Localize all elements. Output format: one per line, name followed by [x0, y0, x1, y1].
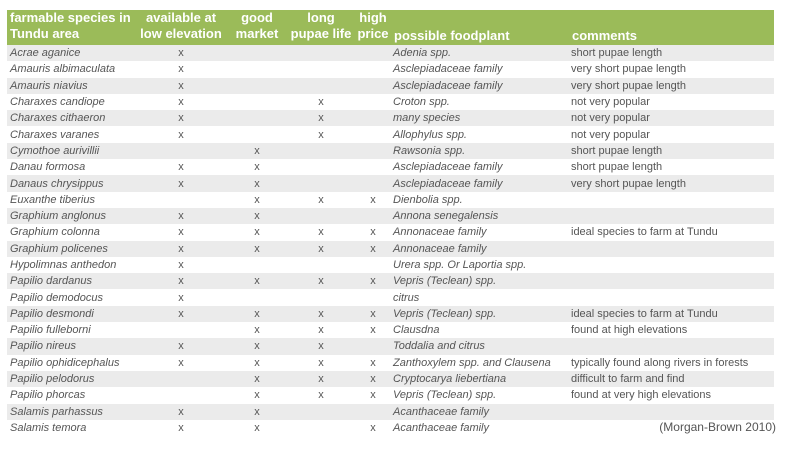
high-price-cell	[355, 126, 391, 142]
species-cell: Charaxes cithaeron	[7, 110, 135, 126]
long-pupae-cell	[287, 45, 355, 61]
good-market-cell: x	[227, 404, 287, 420]
species-cell: Papilio demodocus	[7, 289, 135, 305]
foodplant-cell: Asclepiadaceae family	[391, 159, 569, 175]
comment-cell: short pupae length	[569, 143, 774, 159]
table-row	[7, 338, 774, 354]
table-row	[7, 224, 774, 240]
long-pupae-cell: x	[287, 306, 355, 322]
species-cell: Salamis parhassus	[7, 404, 135, 420]
low-elevation-cell: x	[135, 289, 227, 305]
good-market-cell	[227, 289, 287, 305]
high-price-cell: x	[355, 420, 391, 436]
foodplant-cell: Cryptocarya liebertiana	[391, 371, 569, 387]
foodplant-cell: Toddalia and citrus	[391, 338, 569, 354]
species-cell: Charaxes candiope	[7, 94, 135, 110]
long-pupae-cell	[287, 143, 355, 159]
foodplant-cell: Vepris (Teclean) spp.	[391, 306, 569, 322]
comment-cell: ideal species to farm at Tundu	[569, 224, 774, 240]
long-pupae-cell: x	[287, 126, 355, 142]
low-elevation-cell	[135, 387, 227, 403]
comment-cell	[569, 289, 774, 305]
comment-cell	[569, 273, 774, 289]
table-row	[7, 126, 774, 142]
table-body	[7, 45, 774, 436]
comment-cell	[569, 241, 774, 257]
good-market-cell: x	[227, 387, 287, 403]
header-high-price: high price	[355, 10, 391, 45]
low-elevation-cell	[135, 322, 227, 338]
header-species: farmable species in Tundu area	[7, 10, 135, 45]
low-elevation-cell: x	[135, 306, 227, 322]
table-row	[7, 404, 774, 420]
long-pupae-cell: x	[287, 110, 355, 126]
high-price-cell: x	[355, 192, 391, 208]
comment-cell: short pupae length	[569, 159, 774, 175]
table-row	[7, 289, 774, 305]
comment-cell: ideal species to farm at Tundu	[569, 306, 774, 322]
low-elevation-cell: x	[135, 241, 227, 257]
long-pupae-cell	[287, 61, 355, 77]
foodplant-cell: Dienbolia spp.	[391, 192, 569, 208]
high-price-cell	[355, 404, 391, 420]
low-elevation-cell: x	[135, 404, 227, 420]
high-price-cell: x	[355, 387, 391, 403]
comment-cell: not very popular	[569, 110, 774, 126]
good-market-cell	[227, 126, 287, 142]
table-row	[7, 143, 774, 159]
foodplant-cell: Clausdna	[391, 322, 569, 338]
header-long-pupae: long pupae life	[287, 10, 355, 45]
table-row	[7, 355, 774, 371]
foodplant-cell: Adenia spp.	[391, 45, 569, 61]
good-market-cell: x	[227, 143, 287, 159]
long-pupae-cell	[287, 289, 355, 305]
table-row	[7, 192, 774, 208]
table-row	[7, 241, 774, 257]
high-price-cell: x	[355, 371, 391, 387]
low-elevation-cell: x	[135, 420, 227, 436]
long-pupae-cell: x	[287, 371, 355, 387]
foodplant-cell: Acanthaceae family	[391, 420, 569, 436]
good-market-cell: x	[227, 159, 287, 175]
foodplant-cell: citrus	[391, 289, 569, 305]
species-cell: Papilio dardanus	[7, 273, 135, 289]
foodplant-cell: Vepris (Teclean) spp.	[391, 273, 569, 289]
high-price-cell: x	[355, 241, 391, 257]
low-elevation-cell: x	[135, 273, 227, 289]
good-market-cell: x	[227, 224, 287, 240]
high-price-cell: x	[355, 355, 391, 371]
comment-cell: found at very high elevations	[569, 387, 774, 403]
species-cell: Cymothoe aurivillii	[7, 143, 135, 159]
foodplant-cell: Rawsonia spp.	[391, 143, 569, 159]
good-market-cell: x	[227, 273, 287, 289]
low-elevation-cell	[135, 143, 227, 159]
long-pupae-cell	[287, 257, 355, 273]
comment-cell: difficult to farm and find	[569, 371, 774, 387]
good-market-cell: x	[227, 241, 287, 257]
table-row	[7, 371, 774, 387]
high-price-cell: x	[355, 273, 391, 289]
good-market-cell: x	[227, 338, 287, 354]
species-cell: Amauris niavius	[7, 78, 135, 94]
good-market-cell: x	[227, 420, 287, 436]
high-price-cell	[355, 208, 391, 224]
low-elevation-cell: x	[135, 175, 227, 191]
foodplant-cell: Vepris (Teclean) spp.	[391, 387, 569, 403]
species-table	[7, 10, 774, 436]
long-pupae-cell: x	[287, 241, 355, 257]
long-pupae-cell: x	[287, 338, 355, 354]
comment-cell	[569, 404, 774, 420]
high-price-cell: x	[355, 322, 391, 338]
good-market-cell: x	[227, 192, 287, 208]
comment-cell: typically found along rivers in forests	[569, 355, 774, 371]
good-market-cell	[227, 110, 287, 126]
species-cell: Graphium policenes	[7, 241, 135, 257]
species-cell: Amauris albimaculata	[7, 61, 135, 77]
table-row	[7, 208, 774, 224]
long-pupae-cell	[287, 404, 355, 420]
header-comments: comments	[569, 10, 774, 45]
table-row	[7, 78, 774, 94]
species-cell: Acrae aganice	[7, 45, 135, 61]
header-low-elevation: available at low elevation	[135, 10, 227, 45]
table-row	[7, 175, 774, 191]
foodplant-cell: Asclepiadaceae family	[391, 175, 569, 191]
good-market-cell: x	[227, 355, 287, 371]
long-pupae-cell	[287, 175, 355, 191]
comment-cell: found at high elevations	[569, 322, 774, 338]
citation: (Morgan-Brown 2010)	[659, 420, 776, 434]
low-elevation-cell: x	[135, 338, 227, 354]
species-cell: Papilio fulleborni	[7, 322, 135, 338]
species-cell: Charaxes varanes	[7, 126, 135, 142]
long-pupae-cell: x	[287, 224, 355, 240]
high-price-cell	[355, 61, 391, 77]
species-cell: Salamis temora	[7, 420, 135, 436]
header-good-market: good market	[227, 10, 287, 45]
table-row	[7, 387, 774, 403]
foodplant-cell: Urera spp. Or Laportia spp.	[391, 257, 569, 273]
good-market-cell	[227, 78, 287, 94]
foodplant-cell: Annona senegalensis	[391, 208, 569, 224]
comment-cell	[569, 192, 774, 208]
low-elevation-cell: x	[135, 257, 227, 273]
long-pupae-cell	[287, 159, 355, 175]
comment-cell	[569, 338, 774, 354]
long-pupae-cell: x	[287, 355, 355, 371]
low-elevation-cell: x	[135, 94, 227, 110]
low-elevation-cell: x	[135, 78, 227, 94]
species-cell: Papilio ophidicephalus	[7, 355, 135, 371]
table-row	[7, 306, 774, 322]
species-cell: Graphium colonna	[7, 224, 135, 240]
good-market-cell: x	[227, 371, 287, 387]
long-pupae-cell: x	[287, 387, 355, 403]
long-pupae-cell	[287, 78, 355, 94]
long-pupae-cell	[287, 208, 355, 224]
high-price-cell	[355, 175, 391, 191]
comment-cell: not very popular	[569, 126, 774, 142]
high-price-cell	[355, 143, 391, 159]
table-row	[7, 61, 774, 77]
good-market-cell	[227, 45, 287, 61]
high-price-cell	[355, 257, 391, 273]
comment-cell: very short pupae length	[569, 61, 774, 77]
good-market-cell	[227, 257, 287, 273]
header-row	[7, 10, 774, 45]
long-pupae-cell: x	[287, 94, 355, 110]
good-market-cell: x	[227, 175, 287, 191]
comment-cell	[569, 257, 774, 273]
table-row	[7, 273, 774, 289]
foodplant-cell: Annonaceae family	[391, 224, 569, 240]
high-price-cell	[355, 94, 391, 110]
table-row	[7, 45, 774, 61]
high-price-cell	[355, 159, 391, 175]
comment-cell	[569, 208, 774, 224]
foodplant-cell: many species	[391, 110, 569, 126]
species-cell: Papilio phorcas	[7, 387, 135, 403]
foodplant-cell: Acanthaceae family	[391, 404, 569, 420]
low-elevation-cell: x	[135, 159, 227, 175]
table-row	[7, 110, 774, 126]
long-pupae-cell: x	[287, 273, 355, 289]
table-row	[7, 322, 774, 338]
high-price-cell	[355, 289, 391, 305]
species-cell: Euxanthe tiberius	[7, 192, 135, 208]
low-elevation-cell: x	[135, 110, 227, 126]
header-foodplant: possible foodplant	[391, 10, 569, 45]
comment-cell: very short pupae length	[569, 78, 774, 94]
foodplant-cell: Asclepiadaceae family	[391, 61, 569, 77]
foodplant-cell: Croton spp.	[391, 94, 569, 110]
low-elevation-cell: x	[135, 126, 227, 142]
good-market-cell: x	[227, 208, 287, 224]
good-market-cell: x	[227, 306, 287, 322]
species-cell: Danau formosa	[7, 159, 135, 175]
high-price-cell: x	[355, 224, 391, 240]
high-price-cell	[355, 338, 391, 354]
low-elevation-cell: x	[135, 61, 227, 77]
good-market-cell	[227, 61, 287, 77]
comment-cell: very short pupae length	[569, 175, 774, 191]
high-price-cell	[355, 110, 391, 126]
species-cell: Papilio pelodorus	[7, 371, 135, 387]
long-pupae-cell	[287, 420, 355, 436]
low-elevation-cell	[135, 371, 227, 387]
table-row	[7, 94, 774, 110]
long-pupae-cell: x	[287, 322, 355, 338]
low-elevation-cell: x	[135, 355, 227, 371]
low-elevation-cell	[135, 192, 227, 208]
good-market-cell: x	[227, 322, 287, 338]
species-cell: Papilio desmondi	[7, 306, 135, 322]
foodplant-cell: Zanthoxylem spp. and Clausena	[391, 355, 569, 371]
table-row	[7, 159, 774, 175]
comment-cell: short pupae length	[569, 45, 774, 61]
foodplant-cell: Asclepiadaceae family	[391, 78, 569, 94]
low-elevation-cell: x	[135, 208, 227, 224]
high-price-cell	[355, 45, 391, 61]
species-cell: Papilio nireus	[7, 338, 135, 354]
species-cell: Graphium anglonus	[7, 208, 135, 224]
species-cell: Danaus chrysippus	[7, 175, 135, 191]
good-market-cell	[227, 94, 287, 110]
comment-cell: not very popular	[569, 94, 774, 110]
foodplant-cell: Annonaceae family	[391, 241, 569, 257]
low-elevation-cell: x	[135, 45, 227, 61]
low-elevation-cell: x	[135, 224, 227, 240]
foodplant-cell: Allophylus spp.	[391, 126, 569, 142]
species-cell: Hypolimnas anthedon	[7, 257, 135, 273]
long-pupae-cell: x	[287, 192, 355, 208]
high-price-cell	[355, 78, 391, 94]
high-price-cell: x	[355, 306, 391, 322]
table-row	[7, 257, 774, 273]
